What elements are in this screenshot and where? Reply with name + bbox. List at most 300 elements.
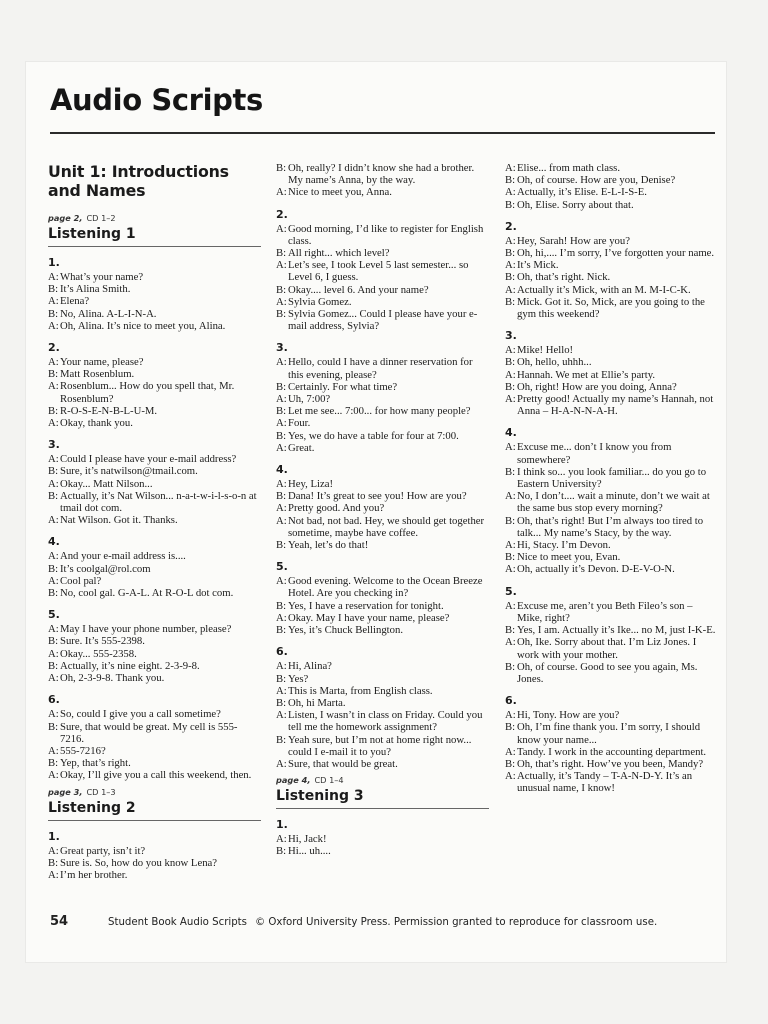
dialog-text: This is Marta, from English class. [288, 684, 433, 697]
dialog-text: Elise... from math class. [517, 162, 620, 174]
speaker-label: B: [48, 562, 59, 575]
speaker-label: B: [505, 624, 516, 637]
dialog-text: What’s your name? [60, 271, 144, 284]
page-reference: page 4, [276, 775, 311, 786]
dialog-line [276, 502, 489, 514]
speaker-label: A: [48, 623, 59, 636]
speaker-label: A: [276, 222, 287, 235]
dialog-number: 2. [276, 207, 288, 221]
speaker-label: A: [505, 563, 516, 576]
dialog-line [505, 296, 718, 320]
dialog-line [505, 624, 718, 636]
dialog-text: Sylvia Gomez... Could I please have your e-mail address, Sylvia? [288, 308, 478, 333]
dialog-line [505, 174, 718, 186]
speaker-label: B: [48, 856, 59, 869]
footer-left-text: Student Book Audio Scripts [108, 917, 247, 928]
dialog-line [505, 721, 718, 745]
dialog-text: Pretty good! Actually my name’s Hannah, not Anna – H-A-N-N-A-H. [517, 393, 714, 418]
speaker-label: B: [276, 599, 287, 612]
dialog-text: Could I please have your e-mail address? [60, 453, 237, 466]
dialog-text: Actually, it’s Elise. E-L-I-S-E. [517, 186, 647, 199]
dialog-block [505, 330, 718, 417]
dialog-text: Mick. Got it. So, Mick, are you going to the gym this weekend? [517, 295, 705, 321]
cd-reference: CD 1–3 [86, 786, 116, 797]
dialog-text: So, could I give you a call sometime? [60, 708, 221, 721]
dialog-text: Yeah, let’s do that! [288, 539, 369, 552]
dialog-line [276, 697, 489, 709]
speaker-label: B: [505, 247, 516, 260]
dialog-number: 6. [48, 693, 60, 707]
dialog-line [276, 600, 489, 612]
dialog-line [48, 745, 261, 757]
dialog-line [276, 685, 489, 697]
dialog-line [505, 758, 718, 770]
speaker-label: A: [48, 319, 59, 332]
dialog-line [505, 381, 718, 393]
page-cd-reference [48, 788, 261, 797]
dialog-text: May I have your phone number, please? [60, 623, 232, 636]
dialog-line [276, 393, 489, 405]
speaker-label: A: [505, 745, 516, 758]
unit-heading: Unit 1: Introductions and Names [48, 162, 229, 200]
dialog-line [48, 417, 261, 429]
dialog-text: Nice to meet you, Evan. [517, 551, 621, 564]
speaker-label: A: [276, 441, 287, 454]
dialog-line [48, 308, 261, 320]
page-footer [50, 914, 740, 932]
dialog-line [276, 515, 489, 539]
dialog-text: Oh, that’s right. How’ve you been, Mandy? [517, 757, 704, 770]
speaker-label: A: [505, 393, 516, 406]
dialog-text: Cool pal? [60, 574, 102, 587]
dialog-number: 1. [276, 818, 288, 832]
dialog-line [505, 746, 718, 758]
dialog-text: 555-7216? [60, 744, 106, 757]
title-rule [50, 132, 715, 134]
dialog-number: 3. [48, 438, 60, 452]
dialog-text: Okay.... level 6. And your name? [288, 283, 429, 296]
dialog-number: 4. [48, 535, 60, 549]
dialog-line [505, 247, 718, 259]
speaker-label: A: [276, 611, 287, 624]
dialog-text: Sure, that would be great. My cell is 555-7216. [60, 720, 238, 745]
speaker-label: A: [48, 708, 59, 721]
dialog-text: Pretty good. And you? [288, 502, 385, 515]
speaker-label: A: [276, 575, 287, 588]
dialog-text: It’s Mick. [517, 259, 559, 272]
dialog-block [276, 209, 489, 333]
dialog-text: It’s Alina Smith. [60, 283, 131, 296]
dialog-line [48, 845, 261, 857]
dialog-line [505, 199, 718, 211]
dialog-number: 2. [48, 341, 60, 355]
speaker-label: A: [276, 356, 287, 369]
dialog-text: Actually, it’s Tandy – T-A-N-D-Y. It’s an unusual name, I know! [517, 770, 693, 795]
speaker-label: A: [505, 441, 516, 454]
speaker-label: A: [276, 417, 287, 430]
speaker-label: B: [276, 672, 287, 685]
speaker-label: A: [276, 502, 287, 515]
dialog-text: R-O-S-E-N-B-L-U-M. [60, 404, 158, 417]
dialog-number: 6. [505, 694, 517, 708]
speaker-label: B: [48, 720, 59, 733]
speaker-label: B: [505, 271, 516, 284]
dialog-text: Oh, really? I didn’t know she had a brother. My name’s Anna, by the way. [288, 162, 475, 187]
dialog-line [505, 259, 718, 271]
speaker-label: B: [276, 490, 287, 503]
dialog-line [48, 490, 261, 514]
speaker-label: A: [505, 599, 516, 612]
dialog-number: 1. [48, 256, 60, 270]
speaker-label: A: [48, 417, 59, 430]
dialog-text: Oh, of course. How are you, Denise? [517, 174, 676, 187]
dialog-block [276, 561, 489, 636]
dialog-text: Excuse me, aren’t you Beth Fileo’s son – Mike, right? [517, 599, 693, 624]
dialog-line [505, 551, 718, 563]
speaker-label: B: [276, 539, 287, 552]
dialog-number: 5. [276, 560, 288, 574]
dialog-text: Oh, hello, uhhh... [517, 356, 592, 369]
page-reference: page 2, [48, 213, 83, 223]
dialog-line [48, 857, 261, 869]
speaker-label: A: [276, 259, 287, 272]
dialog-line [48, 295, 261, 307]
dialog-text: Sylvia Gomez. [288, 295, 352, 308]
dialog-line [276, 734, 489, 758]
dialog-line [505, 356, 718, 368]
listening-heading: Listening 3 [276, 789, 489, 809]
dialog-line [48, 283, 261, 295]
dialog-text: And your e-mail address is.... [60, 550, 186, 563]
dialog-line [505, 661, 718, 685]
dialog-number: 5. [505, 584, 517, 598]
dialog-line [48, 623, 261, 635]
dialog-text: Okay... Matt Nilson... [60, 477, 153, 490]
speaker-label: A: [48, 550, 59, 563]
dialog-block [276, 819, 489, 857]
dialog-text: Yes? [288, 672, 309, 685]
speaker-label: A: [48, 356, 59, 369]
listening-heading: Listening 2 [48, 801, 261, 821]
dialog-line [276, 308, 489, 332]
dialog-line [505, 441, 718, 465]
speaker-label: B: [48, 587, 59, 600]
speaker-label: A: [48, 514, 59, 527]
dialog-line [276, 575, 489, 599]
speaker-label: B: [276, 733, 287, 746]
dialog-line [48, 635, 261, 647]
dialog-text: Excuse me... don’t I know you from somewhere? [517, 441, 672, 466]
dialog-text: Four. [288, 417, 311, 430]
dialog-line [505, 600, 718, 624]
speaker-label: B: [505, 380, 516, 393]
dialog-text: Oh, hi Marta. [288, 696, 346, 709]
speaker-label: B: [505, 757, 516, 770]
dialog-line [276, 758, 489, 770]
footer-caption [108, 915, 657, 930]
speaker-label: B: [48, 283, 59, 296]
dialog-line [505, 539, 718, 551]
dialog-line [505, 636, 718, 660]
dialog-text: Oh, I’m fine thank you. I’m sorry, I should know your name... [517, 721, 701, 746]
speaker-label: B: [276, 624, 287, 637]
speaker-label: B: [505, 721, 516, 734]
dialog-line [48, 721, 261, 745]
dialog-line [505, 393, 718, 417]
dialog-text: Matt Rosenblum. [60, 368, 135, 381]
dialog-line [505, 563, 718, 575]
dialog-block [505, 695, 718, 794]
dialog-line [276, 430, 489, 442]
dialog-line [276, 624, 489, 636]
dialog-text: Actually, it’s nine eight. 2-3-9-8. [60, 659, 200, 672]
dialog-number: 2. [505, 219, 517, 233]
dialog-number: 3. [276, 341, 288, 355]
speaker-label: B: [276, 845, 287, 858]
dialog-text: Oh, that’s right! But I’m always too tired to talk... My name’s Stacy, by the way. [517, 514, 704, 539]
dialog-continuation [505, 162, 718, 211]
dialog-line [505, 284, 718, 296]
speaker-label: A: [48, 380, 59, 393]
dialog-line [276, 284, 489, 296]
dialog-line [48, 672, 261, 684]
dialog-text: Actually it’s Mick, with an M. M-I-C-K. [517, 283, 691, 296]
dialog-text: Oh, Alina. It’s nice to meet you, Alina. [60, 319, 226, 332]
speaker-label: A: [48, 868, 59, 881]
speaker-label: B: [48, 635, 59, 648]
dialog-line [48, 453, 261, 465]
dialog-line [48, 405, 261, 417]
dialog-line [276, 223, 489, 247]
dialog-text: Oh, of course. Good to see you again, Ms. Jones. [517, 660, 698, 685]
speaker-label: A: [48, 477, 59, 490]
dialog-number: 1. [48, 829, 60, 843]
dialog-number: 4. [276, 463, 288, 477]
speaker-label: A: [48, 769, 59, 782]
speaker-label: B: [276, 283, 287, 296]
dialog-block [505, 221, 718, 320]
dialog-text: Nat Wilson. Got it. Thanks. [60, 514, 178, 527]
dialog-text: Yeah sure, but I’m not at home right now... could I e-mail it to you? [288, 733, 472, 758]
page-cd-reference [276, 776, 489, 785]
speaker-label: B: [505, 660, 516, 673]
dialog-line [505, 271, 718, 283]
speaker-label: A: [276, 833, 287, 846]
speaker-label: B: [505, 295, 516, 308]
dialog-block [48, 536, 261, 599]
dialog-line [48, 648, 261, 660]
dialog-text: Sure is. So, how do you know Lena? [60, 856, 218, 869]
dialog-text: Yes, I have a reservation for tonight. [288, 599, 444, 612]
speaker-label: B: [48, 489, 59, 502]
dialog-line [505, 162, 718, 174]
dialog-text: Dana! It’s great to see you! How are you? [288, 490, 467, 503]
dialog-line [505, 490, 718, 514]
speaker-label: A: [505, 186, 516, 199]
page-title: Audio Scripts [50, 83, 263, 117]
dialog-block [276, 464, 489, 551]
dialog-line [505, 515, 718, 539]
dialog-text: Hey, Liza! [288, 478, 333, 491]
speaker-label: B: [48, 465, 59, 478]
dialog-text: Hi, Tony. How are you? [517, 709, 620, 722]
column-3 [505, 162, 718, 795]
speaker-label: A: [276, 709, 287, 722]
dialog-text: Oh, 2-3-9-8. Thank you. [60, 672, 165, 685]
dialog-line [48, 271, 261, 283]
dialog-line [276, 490, 489, 502]
dialog-line [48, 368, 261, 380]
dialog-text: Okay, thank you. [60, 417, 133, 430]
speaker-label: B: [505, 551, 516, 564]
dialog-block [48, 439, 261, 526]
dialog-line [276, 296, 489, 308]
dialog-text: Uh, 7:00? [288, 393, 331, 406]
speaker-label: A: [276, 514, 287, 527]
dialog-line [276, 356, 489, 380]
speaker-label: A: [505, 162, 516, 174]
speaker-label: B: [276, 162, 287, 174]
dialog-text: Yes, it’s Chuck Bellington. [288, 624, 404, 637]
dialog-block [48, 342, 261, 429]
dialog-text: Good evening. Welcome to the Ocean Breeze Hotel. Are you checking in? [288, 575, 483, 600]
speaker-label: A: [276, 684, 287, 697]
dialog-number: 3. [505, 329, 517, 343]
speaker-label: B: [276, 405, 287, 418]
dialog-line [48, 708, 261, 720]
dialog-line [505, 466, 718, 490]
dialog-text: Hello, could I have a dinner reservation for this evening, please? [288, 356, 473, 381]
speaker-label: B: [505, 514, 516, 527]
dialog-text: Nice to meet you, Anna. [288, 186, 392, 199]
dialog-line [276, 442, 489, 454]
dialog-line [276, 833, 489, 845]
speaker-label: B: [276, 380, 287, 393]
dialog-text: Oh, Elise. Sorry about that. [517, 198, 634, 211]
speaker-label: A: [505, 770, 516, 783]
cd-reference: CD 1–4 [314, 775, 344, 786]
dialog-text: Hi, Alina? [288, 660, 332, 673]
speaker-label: A: [48, 647, 59, 660]
dialog-text: Actually, it’s Nat Wilson... n-a-t-w-i-l-s-o-n at tmail dot com. [60, 489, 257, 515]
dialog-line [505, 344, 718, 356]
dialog-text: Oh, actually it’s Devon. D-E-V-O-N. [517, 563, 675, 576]
speaker-label: A: [505, 636, 516, 649]
dialog-line [276, 381, 489, 393]
speaker-label: A: [48, 844, 59, 857]
page-cd-reference [48, 214, 261, 223]
dialog-line [48, 769, 261, 781]
dialog-text: It’s coolgal@rol.com [60, 562, 151, 575]
speaker-label: B: [276, 308, 287, 321]
dialog-block [48, 257, 261, 332]
speaker-label: B: [505, 356, 516, 369]
dialog-block [276, 646, 489, 770]
dialog-text: I’m her brother. [60, 868, 128, 881]
speaker-label: A: [48, 574, 59, 587]
dialog-line [276, 186, 489, 198]
dialog-text: Elena? [60, 295, 90, 308]
dialog-text: Yes, we do have a table for four at 7:00. [288, 429, 459, 442]
speaker-label: A: [276, 757, 287, 770]
dialog-line [276, 539, 489, 551]
dialog-line [48, 380, 261, 404]
speaker-label: A: [505, 259, 516, 272]
dialog-text: Oh, right! How are you doing, Anna? [517, 380, 677, 393]
dialog-line [276, 612, 489, 624]
dialog-text: Oh, that’s right. Nick. [517, 271, 611, 284]
dialog-line [48, 563, 261, 575]
speaker-label: A: [276, 393, 287, 406]
dialog-text: Great. [288, 441, 315, 454]
speaker-label: B: [276, 429, 287, 442]
speaker-label: A: [505, 283, 516, 296]
speaker-label: B: [48, 307, 59, 320]
dialog-line [48, 320, 261, 332]
dialog-line [276, 405, 489, 417]
dialog-block [276, 342, 489, 454]
dialog-line [276, 247, 489, 259]
dialog-line [505, 369, 718, 381]
speaker-label: A: [505, 344, 516, 357]
speaker-label: B: [48, 404, 59, 417]
dialog-text: Listen, I wasn’t in class on Friday. Could you tell me the homework assignment? [288, 709, 483, 734]
dialog-line [276, 417, 489, 429]
speaker-label: A: [505, 234, 516, 247]
dialog-text: Tandy. I work in the accounting department. [517, 745, 707, 758]
dialog-line [505, 235, 718, 247]
speaker-label: B: [48, 368, 59, 381]
speaker-label: A: [505, 709, 516, 722]
dialog-text: Not bad, not bad. Hey, we should get together sometime, maybe have coffee. [288, 514, 485, 539]
dialog-number: 4. [505, 426, 517, 440]
dialog-line [276, 709, 489, 733]
dialog-line [48, 587, 261, 599]
speaker-label: A: [276, 478, 287, 491]
dialog-line [48, 660, 261, 672]
dialog-text: No, Alina. A-L-I-N-A. [60, 307, 157, 320]
dialog-block [48, 831, 261, 882]
dialog-text: Let me see... 7:00... for how many people? [288, 405, 471, 418]
speaker-label: A: [276, 295, 287, 308]
dialog-block [505, 427, 718, 575]
dialog-line [48, 478, 261, 490]
speaker-label: B: [48, 659, 59, 672]
dialog-text: Hi, Jack! [288, 833, 327, 846]
footer-copyright: © Oxford University Press. Permission granted to reproduce for classroom use. [254, 917, 658, 928]
dialog-block [48, 609, 261, 684]
speaker-label: A: [48, 453, 59, 466]
dialog-text: Sure, that would be great. [288, 757, 398, 770]
dialog-text: Your name, please? [60, 356, 144, 369]
listening-heading: Listening 1 [48, 227, 261, 247]
dialog-number: 6. [276, 645, 288, 659]
dialog-text: Rosenblum... How do you spell that, Mr. Rosenblum? [60, 380, 235, 405]
dialog-line [505, 770, 718, 794]
speaker-label: A: [505, 368, 516, 381]
dialog-line [276, 259, 489, 283]
dialog-text: Certainly. For what time? [288, 380, 398, 393]
page-reference: page 3, [48, 786, 83, 797]
dialog-text: Good morning, I’d like to register for English class. [288, 222, 484, 247]
dialog-block [505, 586, 718, 685]
column-2 [276, 162, 489, 858]
dialog-line [48, 757, 261, 769]
speaker-label: A: [48, 744, 59, 757]
speaker-label: A: [48, 672, 59, 685]
speaker-label: A: [48, 271, 59, 284]
page-number: 54 [50, 914, 69, 929]
